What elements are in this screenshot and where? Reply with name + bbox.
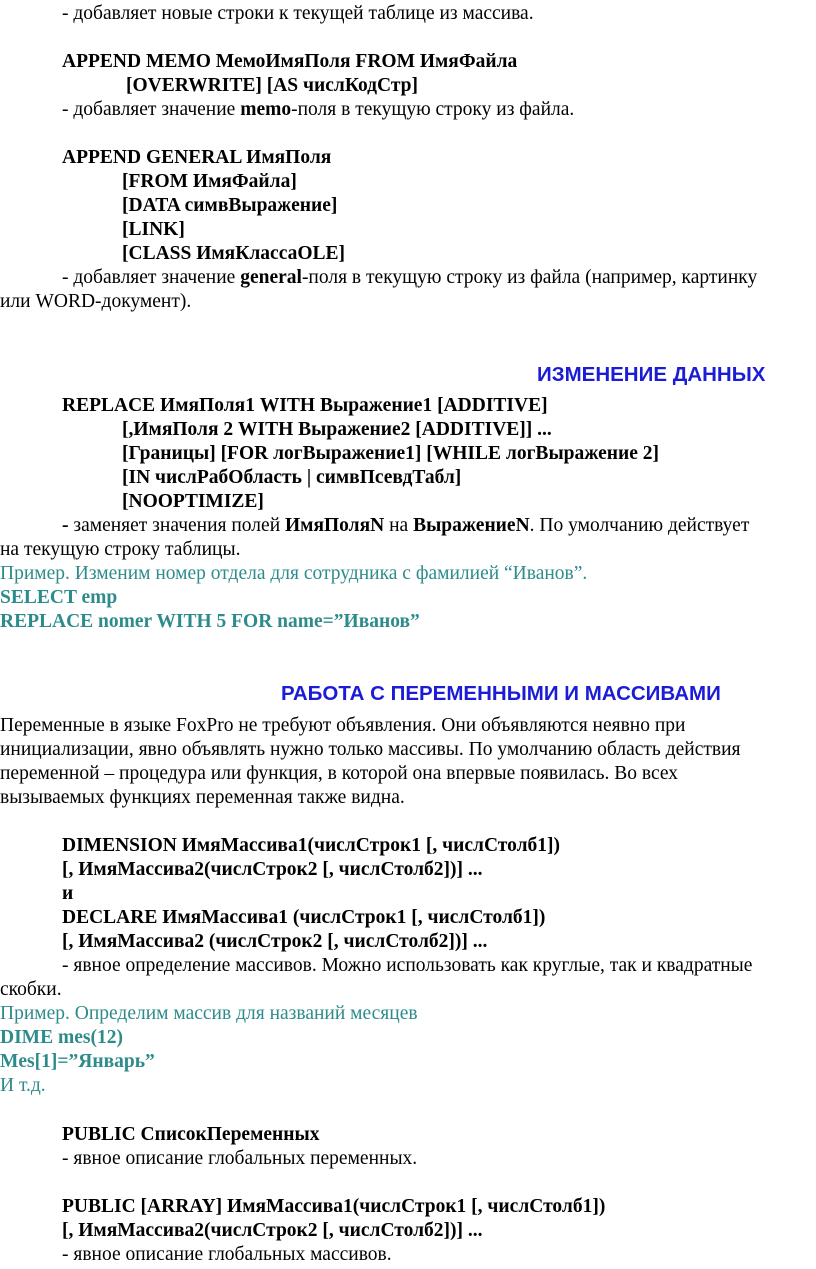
text-span: -поля в текущую строку из файла.	[291, 99, 575, 120]
text-line: Переменные в языке FoxPro не требуют объявления. Они объявляются неявно при	[0, 715, 686, 736]
syntax-line: REPLACE ИмяПоля1 WITH Выражение1 [ADDITIVE]	[62, 395, 548, 416]
text-line: - добавляет новые строки к текущей таблице из массива.	[62, 3, 534, 24]
syntax-line: [,ИмяПоля 2 WITH Выражение2 [ADDITIVE]] ...	[122, 419, 552, 440]
syntax-line: [Границы] [FOR логВыражение1] [WHILE логВыражение 2]	[122, 443, 660, 464]
text-span: general	[240, 267, 302, 288]
syntax-line: PUBLIC [ARRAY] ИмяМассива1(числСтрок1 [, числСтолб1])	[62, 1196, 606, 1217]
example-line: Пример. Определим массив для названий месяцев	[0, 1003, 418, 1024]
syntax-line: [OVERWRITE] [AS числКодСтр]	[126, 75, 419, 96]
syntax-line: [, ИмяМассива2(числСтрок2 [, числСтолб2])] ...	[62, 859, 483, 880]
section-heading: ИЗМЕНЕНИЕ ДАННЫХ	[537, 363, 766, 386]
text-line	[62, 514, 749, 538]
text-span: заменяет значения полей	[68, 515, 285, 536]
syntax-line: [, ИмяМассива2(числСтрок2 [, числСтолб2])] ...	[62, 1220, 483, 1241]
syntax-line: и	[62, 883, 74, 904]
text-line: или WORD-документ).	[0, 291, 192, 312]
syntax-line: [DATA симвВыражение]	[122, 195, 338, 216]
text-span: на	[384, 515, 414, 536]
text-span: -	[62, 515, 69, 536]
syntax-line: PUBLIC СписокПеременных	[62, 1124, 320, 1145]
syntax-line: [CLASS ИмяКлассаOLE]	[122, 243, 346, 264]
text-line: переменной – процедура или функция, в которой она впервые появилась. Во всех	[0, 763, 679, 784]
example-code-line: DIME mes(12)	[0, 1027, 123, 1048]
example-code-line: SELECT emp	[0, 587, 118, 608]
syntax-line: [, ИмяМассива2 (числСтрок2 [, числСтолб2])] ...	[62, 931, 488, 952]
example-code-line: REPLACE nomer WITH 5 FOR name=”Иванов”	[0, 611, 420, 632]
section-heading: РАБОТА С ПЕРЕМЕННЫМИ И МАССИВАМИ	[281, 682, 721, 705]
text-span: . По умолчанию действует	[529, 515, 750, 536]
syntax-line: [FROM ИмяФайла]	[122, 171, 297, 192]
text-span: ВыражениеN	[413, 515, 530, 536]
syntax-line: [IN числРабОбласть | симвПсевдТабл]	[122, 467, 462, 488]
text-span: -поля в текущую строку из файла (например, картинку	[301, 267, 758, 288]
text-line: вызываемых функциях переменная также видна.	[0, 787, 405, 808]
text-line: - явное описание глобальных переменных.	[62, 1148, 418, 1169]
text-line: - явное описание глобальных массивов.	[62, 1244, 392, 1265]
text-line	[62, 266, 757, 290]
syntax-line: APPEND MEMO МемоИмяПоля FROM ИмяФайла	[62, 51, 518, 72]
text-span: - добавляет значение	[62, 267, 241, 288]
text-span: ИмяПоляN	[285, 515, 385, 536]
example-code-line: Mes[1]=”Январь”	[0, 1051, 155, 1072]
example-line: Пример. Изменим номер отдела для сотрудника с фамилией “Иванов”.	[0, 563, 588, 584]
syntax-line: [LINK]	[122, 219, 185, 240]
text-line: инициализации, явно объявлять нужно только массивы. По умолчанию область действия	[0, 739, 741, 760]
example-line: И т.д.	[0, 1075, 46, 1096]
text-span: - добавляет значение	[62, 99, 241, 120]
text-line	[62, 98, 574, 122]
text-line: на текущую строку таблицы.	[0, 539, 241, 560]
syntax-line: [NOOPTIMIZE]	[122, 491, 264, 512]
syntax-line: DECLARE ИмяМассива1 (числСтрок1 [, числСтолб1])	[62, 907, 546, 928]
text-line: - явное определение массивов. Можно использовать как круглые, так и квадратные	[62, 955, 753, 976]
syntax-line: APPEND GENERAL ИмяПоля	[62, 147, 332, 168]
syntax-line: DIMENSION ИмяМассива1(числСтрок1 [, числСтолб1])	[62, 835, 561, 856]
text-line: скобки.	[0, 979, 62, 1000]
text-span: memo	[240, 99, 292, 120]
